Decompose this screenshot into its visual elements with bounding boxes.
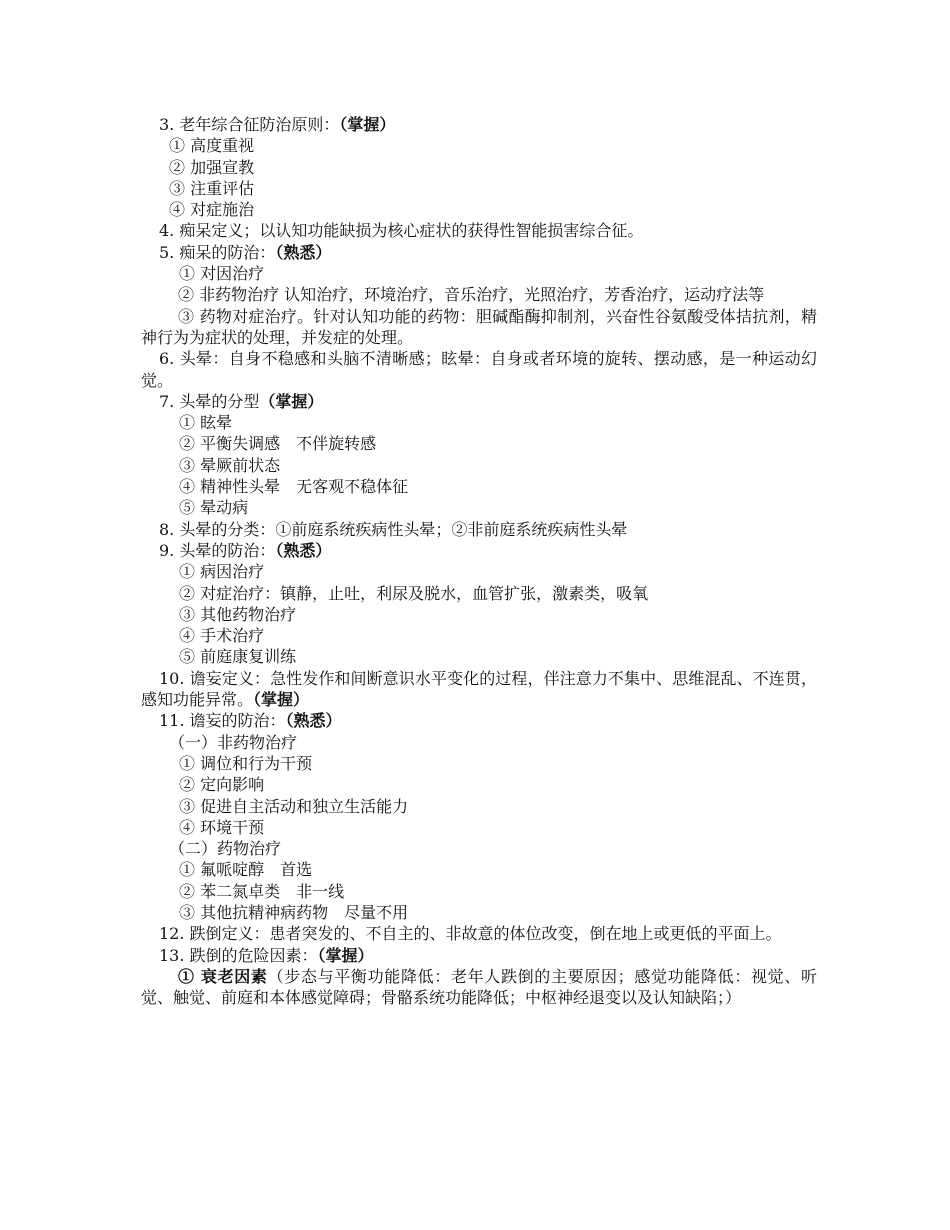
subheading: （二）药物治疗: [169, 839, 282, 859]
list-item: ① 调位和行为干预: [179, 753, 313, 773]
list-item: ③ 药物对症治疗。针对认知功能的药物：胆碱酯酶抑制剂，兴奋性谷氨酸受体拮抗剂，精神行为为症状的处理，并发症的处理。: [141, 306, 817, 347]
heading-s3: 3. 老年综合征防治原则：（掌握）: [159, 115, 396, 134]
list-item: ② 非药物治疗 认知治疗，环境治疗，音乐治疗，光照治疗，芳香治疗，运动疗法等: [178, 285, 765, 305]
level-tag: （掌握）: [339, 115, 396, 134]
list-item: ④ 精神性头晕 无客观不稳体征: [179, 477, 409, 497]
list-item: ① 对因治疗: [179, 264, 265, 284]
list-item: ② 平衡失调感 不伴旋转感: [179, 434, 377, 454]
level-tag: （掌握）: [317, 945, 374, 965]
list-item: ③ 促进自主活动和独立生活能力: [179, 796, 409, 816]
list-item: ② 苯二氮卓类 非一线: [179, 881, 345, 901]
heading-s11: 11. 谵妄的防治：（熟悉）: [159, 711, 342, 731]
list-item: ⑤ 晕动病: [179, 498, 249, 518]
list-item: ② 加强宣教: [169, 157, 255, 177]
list-item: ③ 其他药物治疗: [179, 604, 297, 624]
list-item: ① 高度重视: [169, 136, 255, 156]
list-item: ① 病因治疗: [179, 562, 265, 582]
level-tag: （熟悉）: [275, 540, 332, 560]
list-item: ② 定向影响: [179, 775, 265, 795]
list-item: ③ 注重评估: [169, 178, 255, 198]
level-tag: （掌握）: [253, 690, 310, 710]
subheading: （一）非药物治疗: [169, 732, 298, 752]
heading-s10: 10. 谵妄定义：急性发作和间断意识水平变化的过程，伴注意力不集中、思维混乱、不连贯，感知功能异常。（掌握）: [141, 668, 817, 710]
list-item: ① 眩晕: [179, 413, 233, 433]
list-item: ⑤ 前庭康复训练: [179, 647, 297, 667]
level-tag: （熟悉）: [285, 711, 342, 731]
level-tag: （掌握）: [259, 391, 324, 411]
heading-s7: 7. 头晕的分型（掌握）: [159, 391, 324, 411]
list-item: ④ 对症施治: [169, 200, 255, 220]
heading-s8: 8. 头晕的分类：①前庭系统疾病性头晕；②非前庭系统疾病性头晕: [159, 519, 628, 539]
heading-s13: 13. 跌倒的危险因素：（掌握）: [159, 945, 374, 965]
list-item: ④ 环境干预: [179, 817, 265, 837]
heading-s6: 6. 头晕：自身不稳感和头脑不清晰感；眩晕：自身或者环境的旋转、摆动感，是一种运动幻觉。: [141, 349, 817, 390]
document-body: [141, 114, 817, 1008]
level-tag: （熟悉）: [275, 242, 332, 262]
heading-s12: 12. 跌倒定义：患者突发的、不自主的、非故意的体位改变，倒在地上或更低的平面上。: [159, 924, 782, 944]
list-item: ① 衰老因素（步态与平衡功能降低：老年人跌倒的主要原因；感觉功能降低：视觉、听觉、触觉、前庭和本体感觉障碍；骨骼系统功能降低；中枢神经退变以及认知缺陷；）: [141, 966, 817, 1008]
list-item: ④ 手术治疗: [179, 626, 265, 646]
heading-s5: 5. 痴呆的防治：（熟悉）: [159, 242, 332, 262]
heading-s9: 9. 头晕的防治：（熟悉）: [159, 540, 332, 560]
list-item: ③ 晕厥前状态: [179, 455, 281, 475]
list-item: ③ 其他抗精神病药物 尽量不用: [179, 902, 409, 922]
list-item: ① 氟哌啶醇 首选: [179, 860, 313, 880]
heading-s4: 4. 痴呆定义；以认知功能缺损为核心症状的获得性智能损害综合征。: [159, 221, 644, 241]
list-item: ② 对症治疗：镇静，止吐，利尿及脱水，血管扩张，激素类，吸氧: [179, 583, 649, 603]
